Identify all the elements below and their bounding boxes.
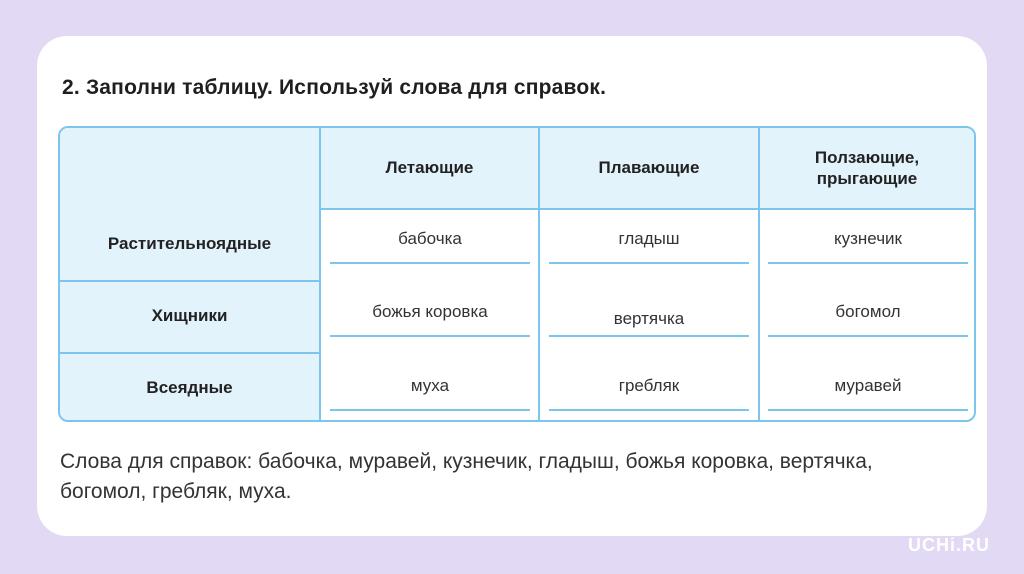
- answer-cell[interactable]: муха: [330, 363, 530, 411]
- answer-cell[interactable]: богомол: [768, 289, 968, 337]
- task-title: 2. Заполни таблицу. Используй слова для справок.: [62, 76, 607, 99]
- answer-cell[interactable]: бабочка: [330, 216, 530, 264]
- column-header-flying: Летающие: [385, 158, 474, 178]
- reference-words: Слова для справок: бабочка, муравей, кузнечик, гладыш, божья коровка, вертячка, богомол, гребляк, муха.: [60, 450, 873, 503]
- row-header-herbivores: Растительноядные: [107, 234, 272, 253]
- answer-cell[interactable]: божья коровка: [330, 289, 530, 337]
- answer-cell[interactable]: гладыш: [549, 216, 749, 264]
- answer-cell[interactable]: гребляк: [549, 363, 749, 411]
- row-header-predators: Хищники: [151, 306, 228, 325]
- uchi-logo: UCHi.RU: [908, 535, 990, 555]
- fill-in-table: [58, 126, 976, 422]
- answer-cell[interactable]: кузнечик: [768, 216, 968, 264]
- answer-cell[interactable]: муравей: [768, 363, 968, 411]
- row-header-omnivores: Всеядные: [146, 378, 233, 397]
- answer-cell[interactable]: вертячка: [549, 289, 749, 337]
- column-header-crawling-jumping: Ползающие, прыгающие: [814, 147, 920, 188]
- column-header-swimming: Плавающие: [598, 158, 700, 178]
